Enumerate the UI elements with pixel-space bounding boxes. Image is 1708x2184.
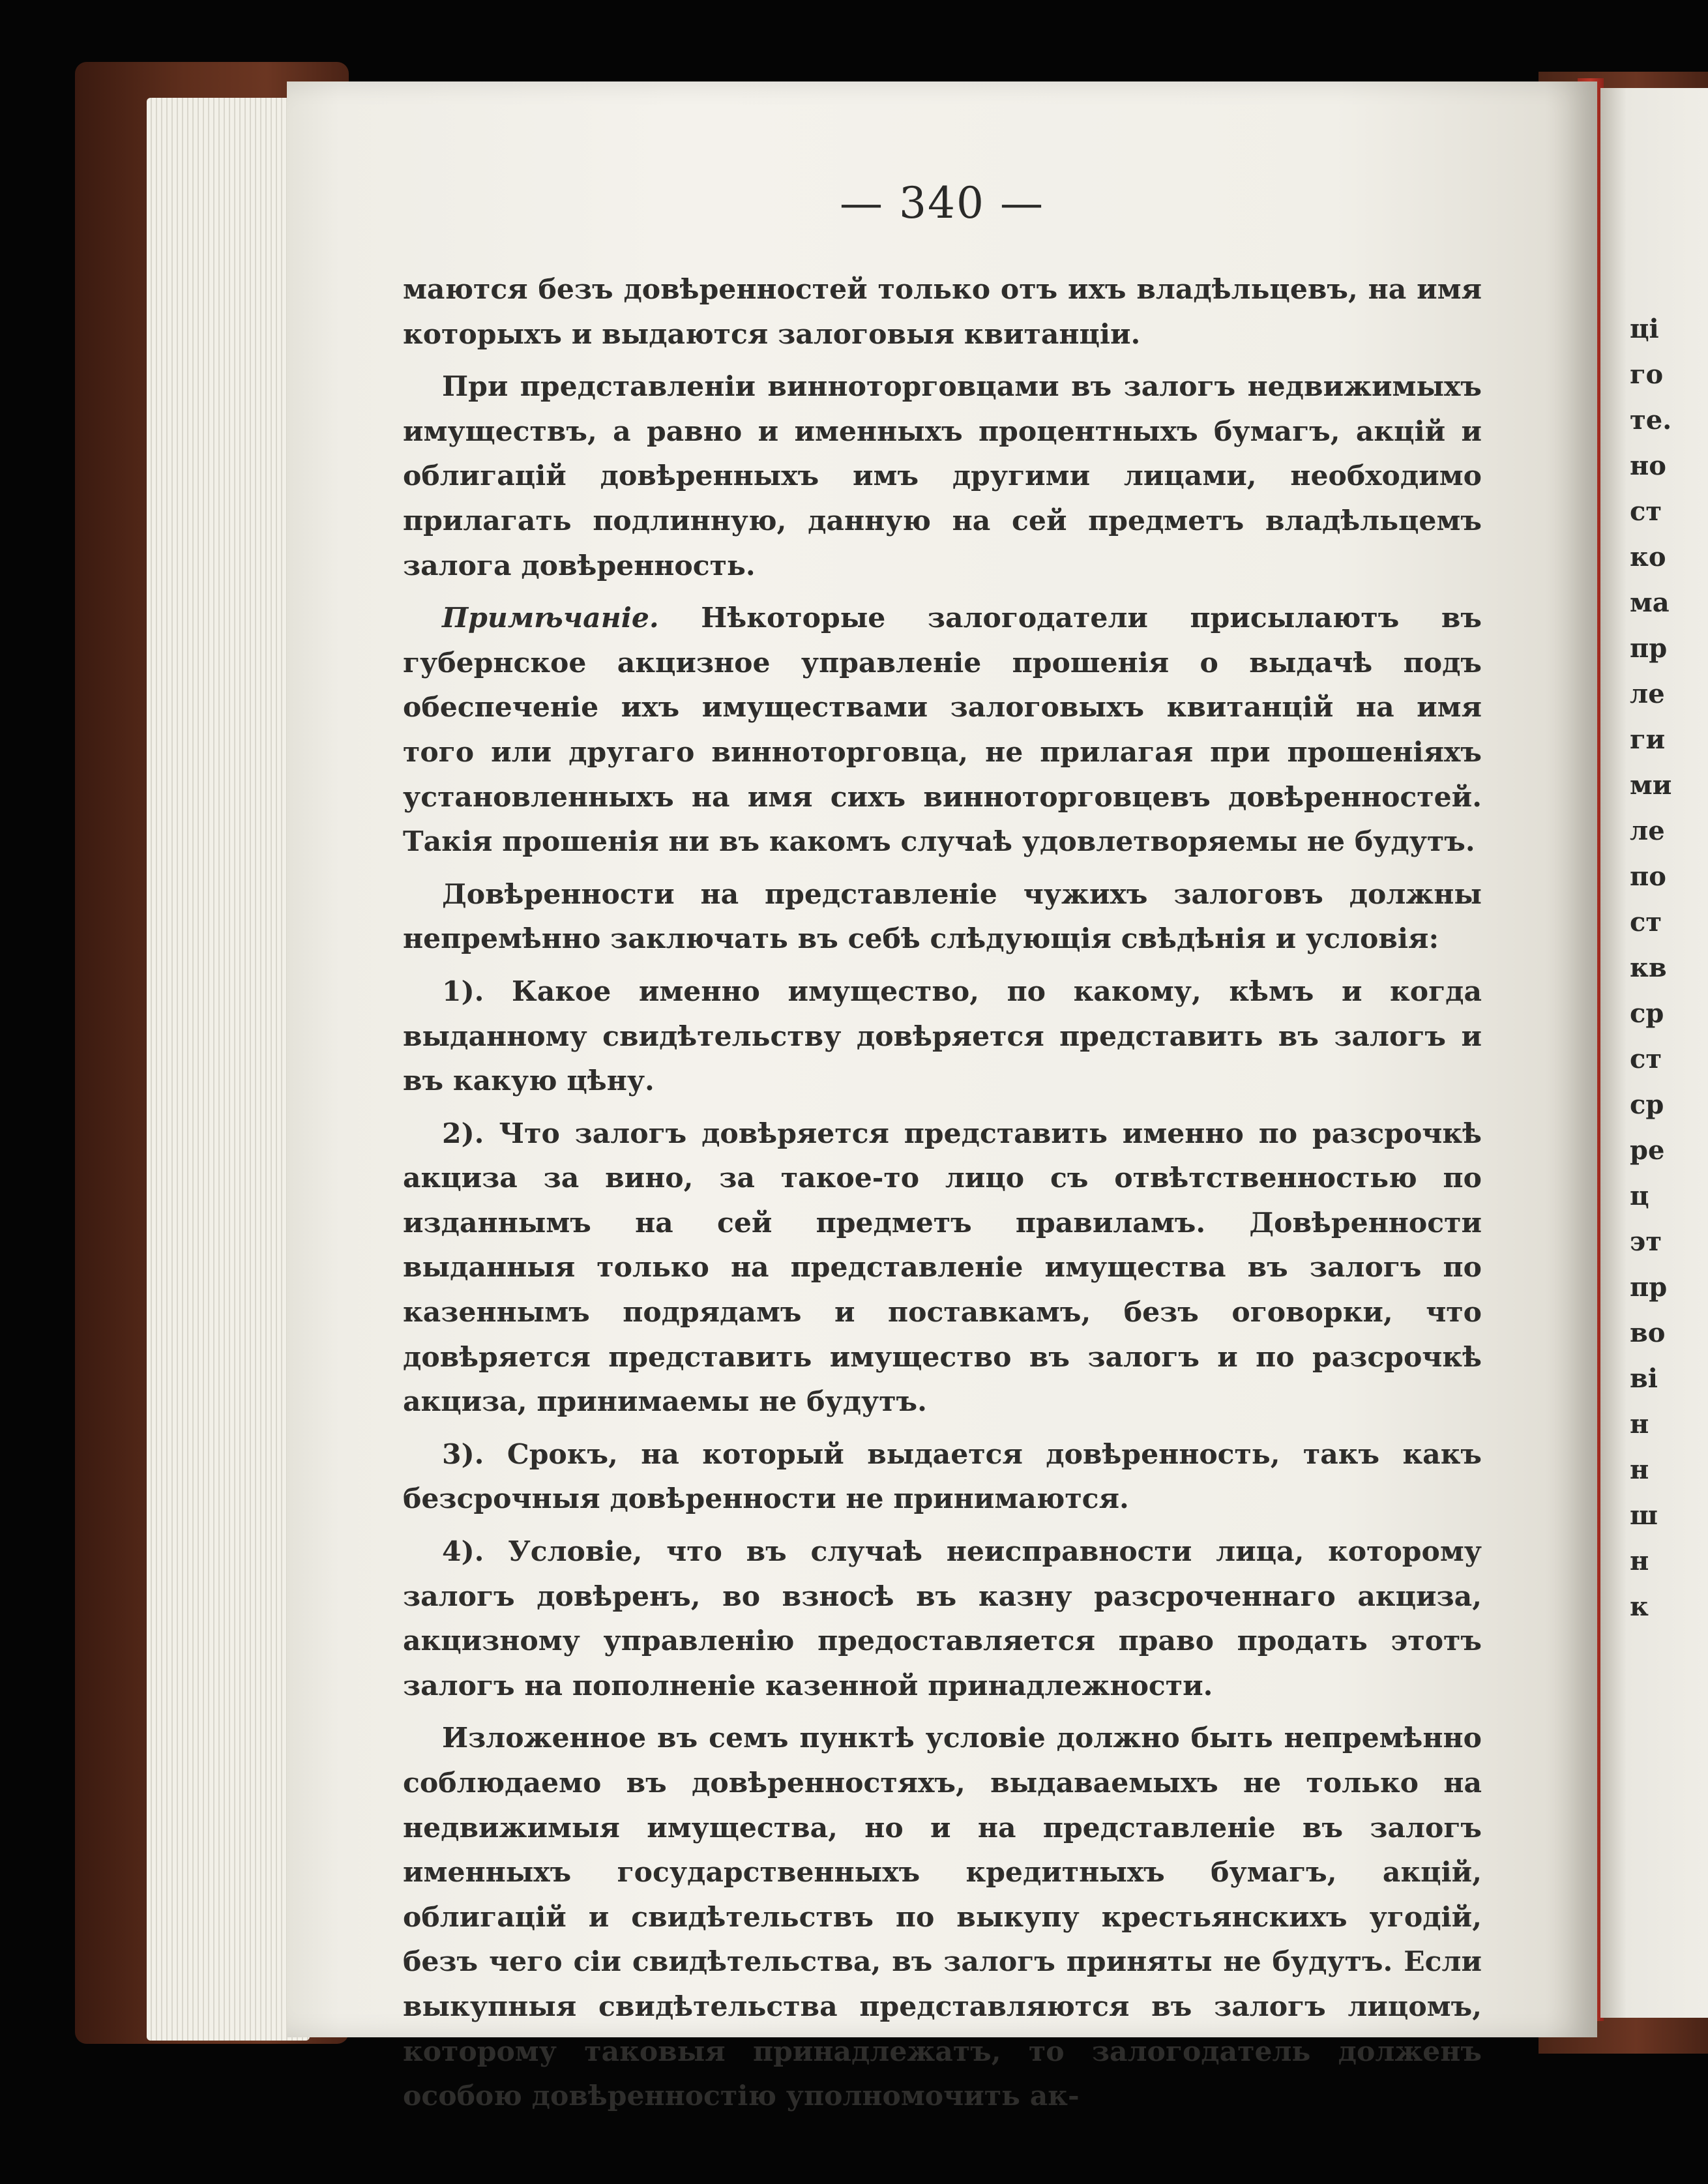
- facing-fragment: н: [1630, 1409, 1649, 1439]
- facing-fragment: ле: [1630, 679, 1665, 709]
- facing-fragment: ст: [1630, 1044, 1662, 1074]
- facing-fragment: ш: [1630, 1500, 1658, 1531]
- facing-fragment: ср: [1630, 998, 1664, 1029]
- facing-fragment: ги: [1630, 724, 1666, 755]
- facing-page-text: [1630, 306, 1708, 1630]
- facing-fragment: ре: [1630, 1135, 1665, 1166]
- facing-fragment: ко: [1630, 542, 1666, 572]
- facing-fragment: те.: [1630, 405, 1672, 435]
- facing-fragment: ле: [1630, 816, 1665, 846]
- facing-fragment: ст: [1630, 907, 1662, 937]
- facing-fragment: н: [1630, 1454, 1649, 1485]
- paragraph: маются безъ довѣренностей только отъ ихъ владѣльцевъ, на имя которыхъ и выдаются залоговыя квитанціи.: [403, 273, 1482, 351]
- facing-fragment: ц: [1630, 1181, 1649, 1211]
- note-label: Примѣчаніе.: [442, 602, 659, 635]
- facing-fragment: к: [1630, 1591, 1649, 1622]
- facing-fragment: по: [1630, 861, 1666, 892]
- facing-fragment: ві: [1630, 1363, 1658, 1394]
- facing-fragment: н: [1630, 1546, 1649, 1576]
- paragraph: Довѣренности на представленіе чужихъ залоговъ должны непремѣнно заключать въ себѣ слѣдующія свѣдѣнія и условія:: [403, 878, 1482, 956]
- facing-fragment: кв: [1630, 952, 1667, 983]
- facing-fragment: ст: [1630, 496, 1662, 527]
- list-item: 2). Что залогъ довѣряется представить именно по разсрочкѣ акциза за вино, за такое-то лицо съ отвѣтственностью по изданнымъ на сей предметъ правиламъ. Довѣренности выданныя только на представленіе имущества въ залогъ по казеннымъ подрядамъ и поставкамъ, безъ оговорки, что довѣряется представить имущество въ залогъ и по разсрочкѣ акциза, принимаемы не будутъ.: [403, 1117, 1482, 1419]
- facing-fragment: ми: [1630, 770, 1672, 801]
- facing-fragment: ср: [1630, 1089, 1664, 1120]
- list-item: 3). Срокъ, на который выдается довѣренность, такъ какъ безсрочныя довѣренности не принимаются.: [403, 1438, 1482, 1516]
- facing-fragment: эт: [1630, 1226, 1662, 1257]
- page-edge-stack: [147, 98, 310, 2041]
- facing-fragment: пр: [1630, 633, 1668, 664]
- list-item: 1). Какое именно имущество, по какому, кѣмъ и когда выданному свидѣтельству довѣряется представить въ залогъ и въ какую цѣну.: [403, 975, 1482, 1098]
- page-number: — 340 —: [840, 178, 1044, 228]
- facing-fragment: во: [1630, 1318, 1666, 1348]
- paragraph: При представленіи винноторговцами въ залогъ недвижимыхъ имуществъ, а равно и именныхъ процентныхъ бумагъ, акцій и облигацій довѣренныхъ имъ другими лицами, необходимо прилагать подлинную, данную на сей предметъ владѣльцемъ залога довѣренность.: [403, 370, 1482, 582]
- book-page: [287, 81, 1597, 2113]
- facing-fragment: ці: [1630, 314, 1659, 344]
- paragraph: Изложенное въ семъ пунктѣ условіе должно быть непремѣнно соблюдаемо въ довѣренностяхъ, выдаваемыхъ не только на недвижимыя имущества, но и на представленіе въ залогъ именныхъ государственныхъ кредитныхъ бумагъ, акцій, облигацій и свидѣтельствъ по выкупу крестьянскихъ угодій, безъ чего сіи свидѣтельства, въ залогъ приняты не будутъ. Если выкупныя свидѣтельства представляются въ залогъ лицомъ, которому таковыя принадлежатъ, то залогодатель долженъ особою довѣренностію уполномочить ак-: [403, 1722, 1482, 2113]
- facing-fragment: пр: [1630, 1272, 1668, 1303]
- note-text: Нѣкоторые залогодатели присылаютъ въ губернское акцизное управленіе прошенія о выдачѣ подъ обеспеченіе ихъ имуществами залоговыхъ квитанцій на имя того или другаго винноторговца, не прилагая при прошеніяхъ установленныхъ на имя сихъ винноторговцевъ довѣренностей. Такія прошенія ни въ какомъ случаѣ удовлетворяемы не будутъ.: [403, 602, 1482, 859]
- list-item: 4). Условіе, что въ случаѣ неисправности лица, которому залогъ довѣренъ, во взносѣ въ казну разсроченнаго акциза, акцизному управленію предоставляется право продать этотъ залогъ на пополненіе казенной принадлежности.: [403, 1535, 1482, 1702]
- note-paragraph: [403, 596, 1482, 864]
- facing-fragment: но: [1630, 450, 1666, 481]
- facing-fragment: го: [1630, 359, 1664, 390]
- page-text-block: [403, 267, 1482, 2127]
- facing-fragment: ма: [1630, 587, 1670, 618]
